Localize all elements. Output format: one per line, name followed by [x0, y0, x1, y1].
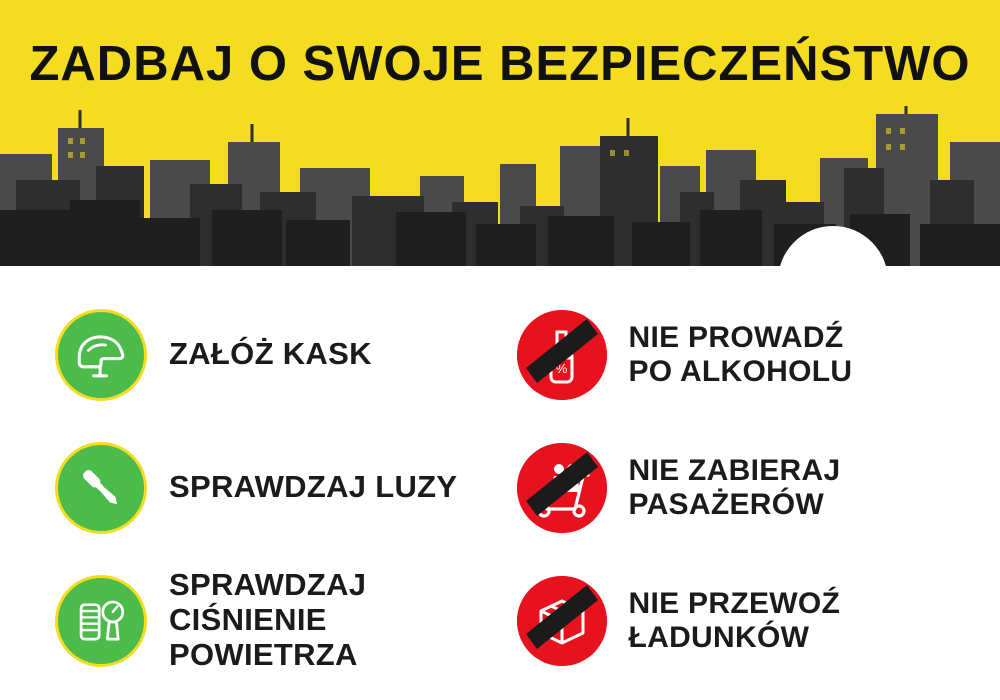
tips-content: [0, 266, 1000, 700]
tip-label-tire-pressure-line1: SPRAWDZAJ: [169, 567, 367, 603]
tip-label-no-alcohol-line1: NIE PROWADŹ: [628, 320, 844, 354]
tip-label-tire-pressure-line2: CIŚNIENIE POWIETRZA: [169, 602, 358, 672]
tip-label-no-passengers-line1: NIE ZABIERAJ: [628, 453, 841, 487]
tip-label-screwdriver: SPRAWDZAJ LUZY: [169, 469, 458, 505]
tire-pressure-badge: [55, 575, 147, 667]
no-cargo-badge: [517, 576, 607, 666]
forbidden-tips-column: [507, 288, 961, 690]
tip-label-no-passengers-line2: PASAŻERÓW: [628, 487, 824, 521]
no-passengers-badge: [517, 443, 607, 533]
alcohol-bottle-icon: [517, 310, 607, 400]
tip-label-helmet: ZAŁÓŻ KASK: [169, 336, 372, 372]
allowed-tips-column: [55, 288, 507, 690]
tip-label-tire-pressure: [169, 568, 499, 672]
tip-label-no-alcohol-line2: PO ALKOHOLU: [628, 354, 853, 388]
svg-text:%: %: [555, 360, 567, 376]
tip-label-no-alcohol: [629, 321, 853, 388]
helmet-icon: [72, 326, 130, 384]
tip-label-no-cargo: [629, 587, 841, 654]
tip-row-no-alcohol: [517, 288, 961, 421]
tip-row-no-cargo: [517, 554, 961, 687]
no-alcohol-badge: [517, 310, 607, 400]
screwdriver-icon: [73, 460, 129, 516]
tip-label-no-cargo-line1: NIE PRZEWOŹ: [628, 586, 841, 620]
tip-row-no-passengers: [517, 421, 961, 554]
helmet-badge: [55, 309, 147, 401]
tip-label-no-cargo-line2: ŁADUNKÓW: [628, 620, 810, 654]
poster-header: [0, 0, 1000, 266]
cargo-box-icon: [517, 576, 607, 666]
tip-label-no-passengers: [629, 454, 841, 521]
page-title: ZADBAJ O SWOJE BEZPIECZEŃSTWO: [29, 37, 971, 91]
tip-row-helmet: [55, 288, 499, 421]
tire-pressure-icon: [72, 592, 130, 650]
scooter-passenger-icon: [517, 443, 607, 533]
tip-row-screwdriver: [55, 421, 499, 554]
screwdriver-badge: [55, 442, 147, 534]
tip-row-tire-pressure: [55, 554, 499, 687]
